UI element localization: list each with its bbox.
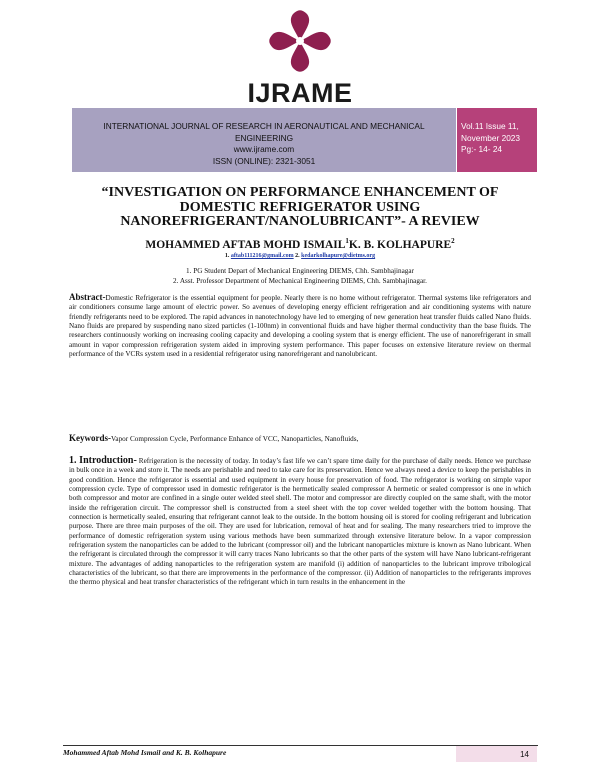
- author-name: K. B. KOLHAPURE: [348, 238, 452, 251]
- abstract: [69, 293, 531, 359]
- author-name: MOHAMMED AFTAB MOHD ISMAIL: [145, 238, 346, 251]
- section-text: Refrigeration is the necessity of today. In today’s fast life we can’t spare time daily for the purchase of daily needs. Hence we purchase in bulk once in a week and store it. The needs are perishable and need to take care for its preservation. Hence we always need a device to keep the perishables in good condition. Hence the refrigerator is essential and used equipment in every house for preservation of food. The refrigerator is working on simple vapor compression cycle. Type of compressor used in domestic refrigerator is the hermetically sealed compressor A hermetic or sealed compressor is one in which both compressor and motor are confined in a single outer welded steel shell. The motor and compressor are directly coupled on the same shaft, with the motor inside the refrigeration circuit. The compressor shell is constructed from a steel sheet with the top cover welded together with the bottom housing. That connection is hermetically sealed, ensuring that refrigerant cannot leak to the outside. In the bottom housing oil is stored for cooling refrigerant and lubrication purpose. There are three main purposes of the oil. They are used for lubrication, removal of heat and for sealing. The many researchers tried to improve the performance of domestic refrigeration system using various methods have been summarized through extensive literature below. In a vapor compression refrigeration system the nanoparticles can be added to the lubricant (compressor oil) and the lubricant nanoparticles mixture is known as Nano lubricant. When the refrigerant is circulated through the compressor it will carry traces Nano lubricants so that the other parts of the system will have Nano lubricant-refrigerant mixture. The advantages of adding nanoparticles to the refrigeration system are manifold (i) addition of nanoparticles to the lubricant improve tribological characteristics of the lubricant, so that there are improvements in the performance of the compressor. (ii) Addition of nanoparticles to the refrigerants improves the thermo physical and heat transfer characteristics of the refrigerant which in turn results in the enhancement in the: [69, 457, 532, 587]
- affiliation: 1. PG Student Depart of Mechanical Engineering DIEMS, Chh. Sambhajinagar: [186, 267, 414, 275]
- paper-title: [40, 186, 560, 230]
- author-sup: 2: [451, 237, 455, 245]
- section-heading: 1. Introduction-: [69, 455, 137, 466]
- journal-banner: [72, 108, 456, 172]
- author-sup: 1: [345, 237, 349, 245]
- journal-name-line2: ENGINEERING: [234, 132, 294, 143]
- affiliations: [40, 266, 560, 286]
- journal-brand: IJRAME: [247, 78, 353, 108]
- footer-authors: Mohammed Aftab Mohd Ismail and K. B. Kolhapure: [63, 748, 227, 757]
- affiliation: 2. Asst. Professor Department of Mechanical Engineering DIEMS, Chh. Sambhajinagar.: [173, 277, 427, 285]
- title-line: DOMESTIC REFRIGERATOR USING: [179, 199, 421, 215]
- page-number: 14: [520, 750, 529, 759]
- page-number-box: [456, 746, 537, 762]
- email-prefix: 1.: [224, 253, 230, 259]
- abstract-text: Domestic Refrigerator is the essential equipment for people. Nearly there is no home without refrigerator. Thermal systems like refrigerators and air conditioners consume large amount of electric power. So avenues of developing energy efficient refrigeration and air conditioning systems with nature friendly refrigerants need to be explored. The rapid advances in nanotechnology have led to emerging of new generation heat transfer fluids called Nano fluids. Nano fluids are prepared by suspending nano sized particles (1-100nm) in conventional fluids and have higher thermal conductivity than the base fluids. The researchers continuously working on increasing cooling capacity and developing a cooling system that is energy efficient. The use of nanorefrigerant in small amount in vapor compression refrigeration system aided in improving system performance. This paper focuses on extensive literature review on thermal performance of the VCRs system used in a residential refrigerator using nanorefrigerant and nanolubricant.: [69, 294, 531, 359]
- issue-date: November 2023: [461, 132, 521, 143]
- page-range: Pg:- 14- 24: [461, 144, 503, 154]
- title-line: “INVESTIGATION ON PERFORMANCE ENHANCEMENT OF: [101, 185, 499, 200]
- author-line: [40, 237, 560, 251]
- email-prefix: 2.: [295, 253, 300, 259]
- abstract-label: Abstract-: [69, 292, 106, 302]
- author-emails: [40, 253, 560, 259]
- journal-issn: ISSN (ONLINE): 2321-3051: [212, 155, 316, 166]
- introduction: [69, 456, 531, 588]
- title-line: NANOREFRIGERANT/NANOLUBRICANT”- A REVIEW: [120, 214, 480, 229]
- journal-name-line1: INTERNATIONAL JOURNAL OF RESEARCH IN AERONAUTICAL AND MECHANICAL: [103, 121, 425, 131]
- logo-emblem-icon: [265, 10, 335, 72]
- journal-website[interactable]: www.ijrame.com: [233, 144, 295, 154]
- volume-box: [457, 108, 537, 172]
- keywords-label: Keywords-: [69, 433, 111, 443]
- volume-issue: Vol.11 Issue 11,: [461, 121, 519, 131]
- email-link[interactable]: kedarkolhapure@dietms.org: [301, 253, 376, 259]
- keywords: [69, 433, 531, 443]
- email-link[interactable]: aftab111216@gmail.com: [230, 253, 294, 259]
- keywords-text: Vapor Compression Cycle, Performance Enhance of VCC, Nanoparticles, Nanofluids,: [111, 435, 359, 443]
